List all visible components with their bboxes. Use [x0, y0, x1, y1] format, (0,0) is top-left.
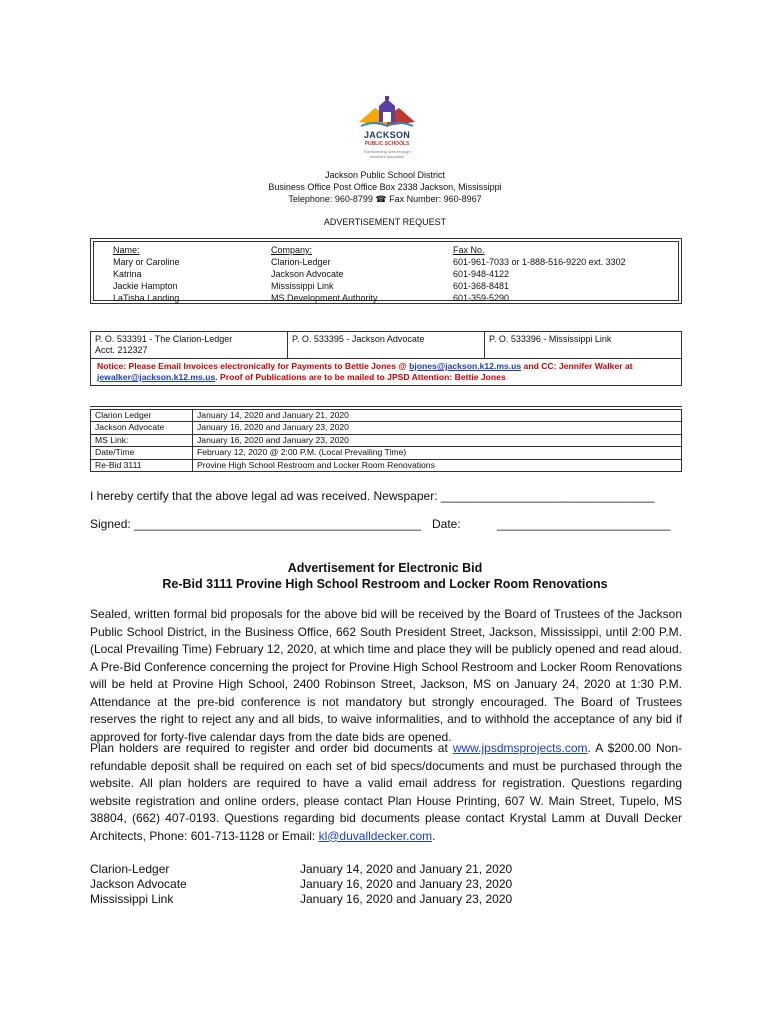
publication-papers [90, 862, 187, 907]
para-text: . A $200.00 Non-refundable deposit shall be required on each set of bid specs/documents and must be purchased through the website. All plan holders are required to have a valid email address for registration. Questions regarding website registration and online orders, please contact Plan House Printing, 607 W. Main Street, Tupelo, MS 38804, (662) 407-0193. Questions regarding bid documents please contact Krystal Lamm at Duvall Decker Architects, Phone: 601-713-1128 or Email: [90, 741, 682, 843]
contacts-box [90, 238, 682, 304]
contact-name: LaTisha Landing [113, 293, 180, 303]
name-header: Name: [113, 245, 140, 255]
po-table [90, 331, 682, 386]
publication-date: January 16, 2020 and January 23, 2020 [300, 892, 513, 906]
po-link: P. O. 533396 - Mississippi Link [489, 334, 612, 344]
ad-subtitle: Re-Bid 3111 Provine High School Restroom and Locker Room Renovations [162, 577, 608, 591]
notice-text: and CC: Jennifer Walker at [521, 361, 633, 371]
schedule-key: Re-Bid 3111 [91, 460, 193, 471]
architect-email-link[interactable]: kl@duvalldecker.com [318, 828, 433, 843]
request-title: ADVERTISEMENT REQUEST [323, 217, 447, 227]
company-header: Company: [271, 245, 313, 255]
schedule-key: Jackson Advocate [91, 422, 193, 433]
schedule-row [91, 422, 681, 434]
publication-date: January 14, 2020 and January 21, 2020 [300, 862, 513, 876]
org-name: Jackson Public School District [324, 170, 446, 180]
po-row [91, 332, 681, 359]
publication-paper: Mississippi Link [90, 892, 174, 906]
notice-text: . Proof of Publications are to be mailed to JPSD Attention: Bettie Jones [215, 372, 506, 382]
contacts-company-column [271, 244, 378, 304]
schedule-value: January 16, 2020 and January 23, 2020 [197, 434, 349, 445]
org-phone: Telephone: 960-8799 ☎ Fax Number: 960-8967 [288, 194, 482, 204]
schedule-row [91, 460, 681, 471]
contact-company: Jackson Advocate [271, 269, 344, 279]
contact-company: MS Development Authority [271, 293, 378, 303]
ad-title: Advertisement for Electronic Bid [287, 561, 483, 575]
po-clarion [91, 332, 288, 358]
po-advocate: P. O. 533395 - Jackson Advocate [288, 332, 485, 358]
para-text: Plan holders are required to register and order bid documents at [90, 741, 453, 755]
schedule-value: February 12, 2020 @ 2:00 P.M. (Local Prevailing Time) [197, 447, 407, 458]
contact-name: Katrina [113, 269, 142, 279]
jennifer-email-link[interactable]: jewalker@jackson.k12.ms.us [97, 372, 216, 382]
po-clarion-number: P. O. 533391 - The Clarion-Ledger [95, 334, 233, 344]
po-clarion-account: Acct. 212327 [95, 345, 148, 355]
contacts-fax-column [453, 244, 626, 304]
signed-line: Signed: ___________________________________________ [90, 517, 422, 531]
logo-tagline: Transforming lives through excellent education [363, 149, 411, 159]
schedule-key: Date/Time [91, 447, 193, 458]
publication-paper: Jackson Advocate [90, 877, 187, 891]
publication-date: January 16, 2020 and January 23, 2020 [300, 877, 513, 891]
certify-line: I hereby certify that the above legal ad was received. Newspaper: ________________________________ [90, 489, 655, 503]
schedule-key: MS Link: [91, 435, 193, 446]
schedule-value: Provine High School Restroom and Locker Room Renovations [197, 459, 435, 470]
fax-header: Fax No. [453, 245, 485, 255]
schedule-value: January 16, 2020 and January 23, 2020 [197, 422, 349, 433]
publication-dates [300, 862, 512, 907]
schedule-row [91, 447, 681, 459]
schedule-row [91, 435, 681, 447]
jps-logo [355, 96, 419, 166]
notice-text: Notice: Please Email Invoices electronically for Payments to Bettie Jones @ [97, 361, 410, 371]
publication-paper: Clarion-Ledger [90, 862, 170, 876]
org-address: Business Office Post Office Box 2338 Jackson, Mississippi [268, 182, 502, 192]
ad-paragraph-2 [90, 740, 682, 845]
bettie-email-link[interactable]: bjones@jackson.k12.ms.us [409, 361, 522, 371]
invoice-notice [91, 359, 681, 385]
date-label: Date: [432, 517, 461, 531]
schedule-row [91, 410, 681, 422]
contact-name: Jackie Hampton [113, 281, 178, 291]
contact-name: Mary or Caroline [113, 257, 180, 267]
logo-name: JACKSON [363, 130, 411, 140]
contact-company: Clarion-Ledger [271, 257, 331, 267]
contacts-name-column [113, 244, 180, 304]
school-building-icon [355, 96, 419, 130]
contact-fax: 601-359-5290 [453, 293, 510, 303]
projects-website-link[interactable]: www.jpsdmsprojects.com [452, 741, 588, 755]
ad-paragraph-1: Sealed, written formal bid proposals for the above bid will be received by the Board of Trustees of the Jackson Public School District, in the Business Office, 662 South President Street, Jackson, Mississippi, until 2:00 P.M. (Local Prevailing Time) February 12, 2020, at which time and place they will be publicly opened and read aloud. A Pre-Bid Conference concerning the project for Provine High School Restroom and Locker Room Renovations will be held at Provine High School, 2400 Robinson Street, Jackson, MS on January 24, 2020 at 1:30 P.M. Attendance at the pre-bid conference is not mandatory but strongly encouraged. The Board of Trustees reserves the right to reject any and all bids, to waive informalities, and to withhold the acceptance of any bid if approved for forty-five calendar days from the date bids are opened. [90, 607, 682, 744]
date-line: __________________________ [497, 517, 671, 531]
logo-subname: PUBLIC SCHOOLS [364, 141, 410, 147]
contact-company: Mississippi Link [271, 281, 334, 291]
contact-fax: 601-368-8481 [453, 281, 510, 291]
para-text: . [432, 828, 436, 843]
schedule-table [90, 409, 682, 472]
contact-fax: 601-961-7033 or 1-888-516-9220 ext. 3302 [453, 257, 626, 267]
schedule-key: Clarion Ledger [91, 410, 193, 421]
schedule-value: January 14, 2020 and January 21, 2020 [197, 410, 349, 420]
contact-fax: 601-948-4122 [453, 269, 510, 279]
